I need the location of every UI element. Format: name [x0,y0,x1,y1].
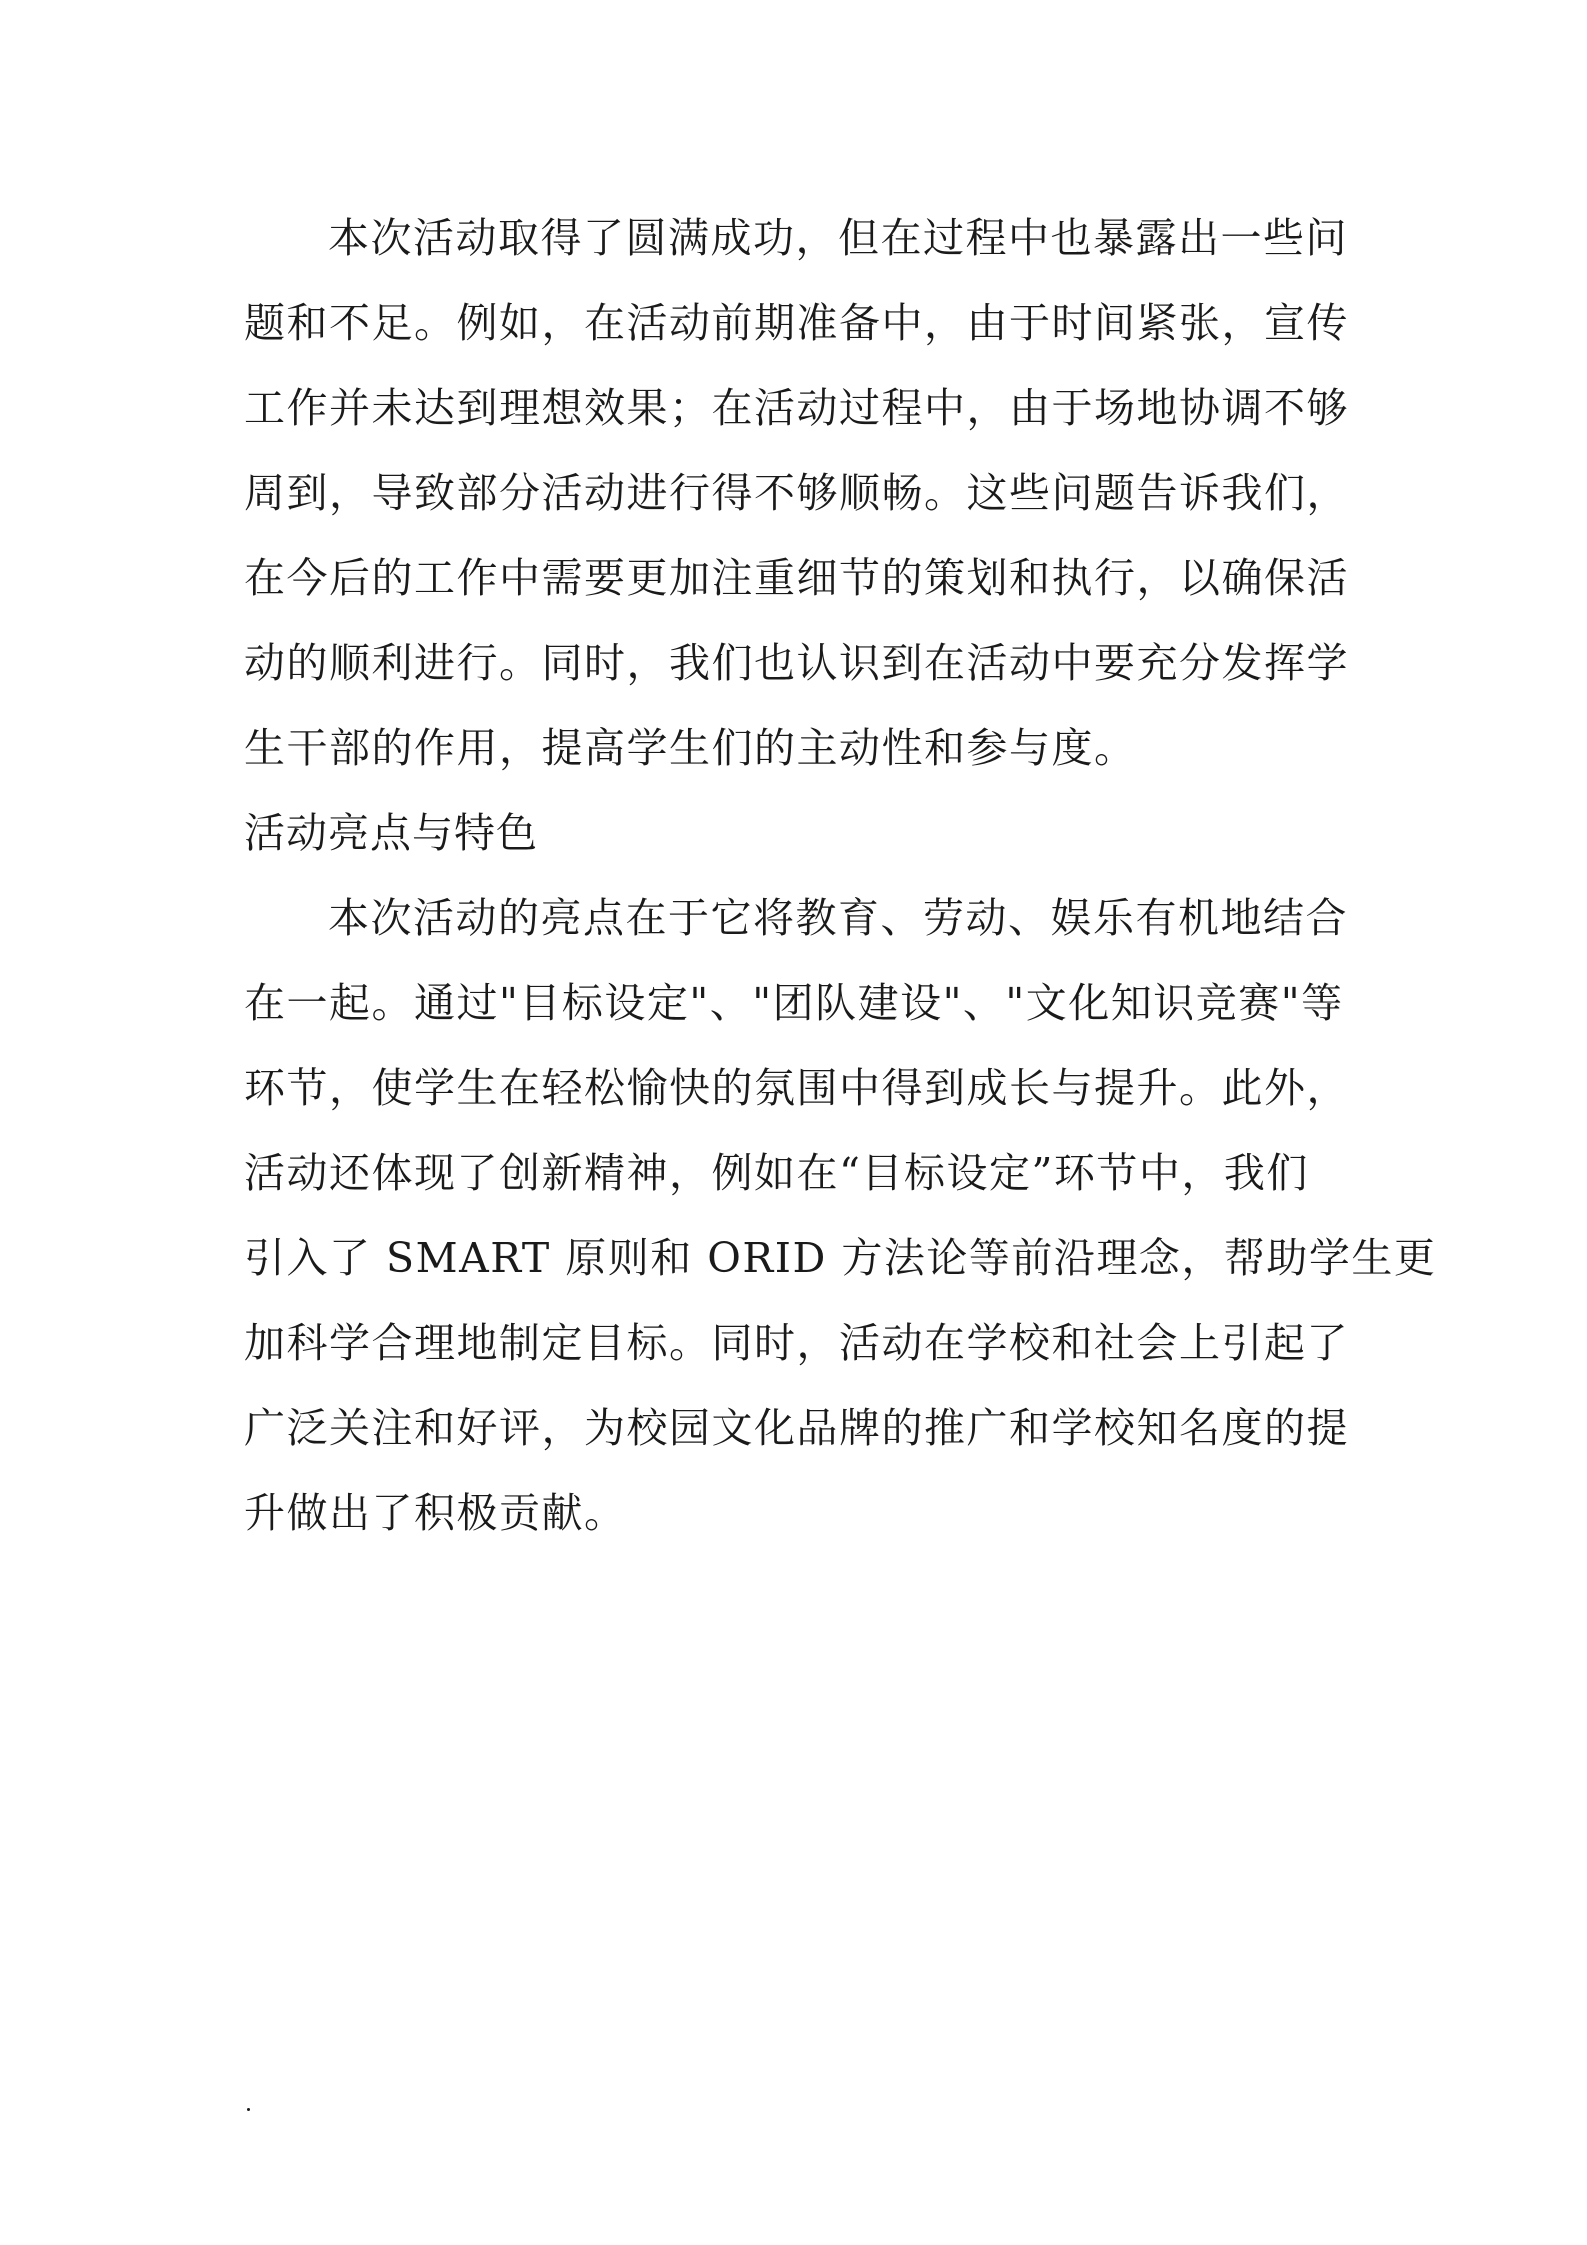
paragraph-line: 升做出了积极贡献。 [244,1489,627,1537]
paragraph-line: 本次活动的亮点在于它将教育、劳动、娱乐有机地结合 [328,894,1348,942]
paragraph-line: 环节，使学生在轻松愉快的氛围中得到成长与提升。此外， [244,1064,1349,1112]
paragraph-line: 广泛关注和好评，为校园文化品牌的推广和学校知名度的提 [244,1404,1349,1452]
paragraph-line: 在一起。通过"目标设定"、"团队建设"、"文化知识竞赛"等 [244,979,1344,1027]
paragraph-line: 本次活动取得了圆满成功，但在过程中也暴露出一些问 [328,214,1348,262]
paragraph-line: 周到，导致部分活动进行得不够顺畅。这些问题告诉我们， [244,469,1349,517]
footer-dot-mark [247,2108,250,2111]
paragraph-problems [244,196,1354,791]
paragraph-line: 引入了 SMART 原则和 ORID 方法论等前沿理念，帮助学生更 [244,1234,1437,1282]
paragraph-line: 活动还体现了创新精神，例如在“目标设定”环节中，我们 [244,1149,1309,1197]
paragraph-highlights [244,876,1437,1556]
paragraph-line: 在今后的工作中需要更加注重细节的策划和执行，以确保活 [244,554,1349,602]
paragraph-line: 动的顺利进行。同时，我们也认识到在活动中要充分发挥学 [244,639,1349,687]
paragraph-line: 加科学合理地制定目标。同时，活动在学校和社会上引起了 [244,1319,1349,1367]
paragraph-line: 题和不足。例如，在活动前期准备中，由于时间紧张，宣传 [244,299,1349,347]
section-heading: 活动亮点与特色 [244,809,538,857]
paragraph-line: 工作并未达到理想效果；在活动过程中，由于场地协调不够 [244,384,1349,432]
paragraph-line: 生干部的作用，提高学生们的主动性和参与度。 [244,724,1137,772]
document-body [244,196,1437,1556]
